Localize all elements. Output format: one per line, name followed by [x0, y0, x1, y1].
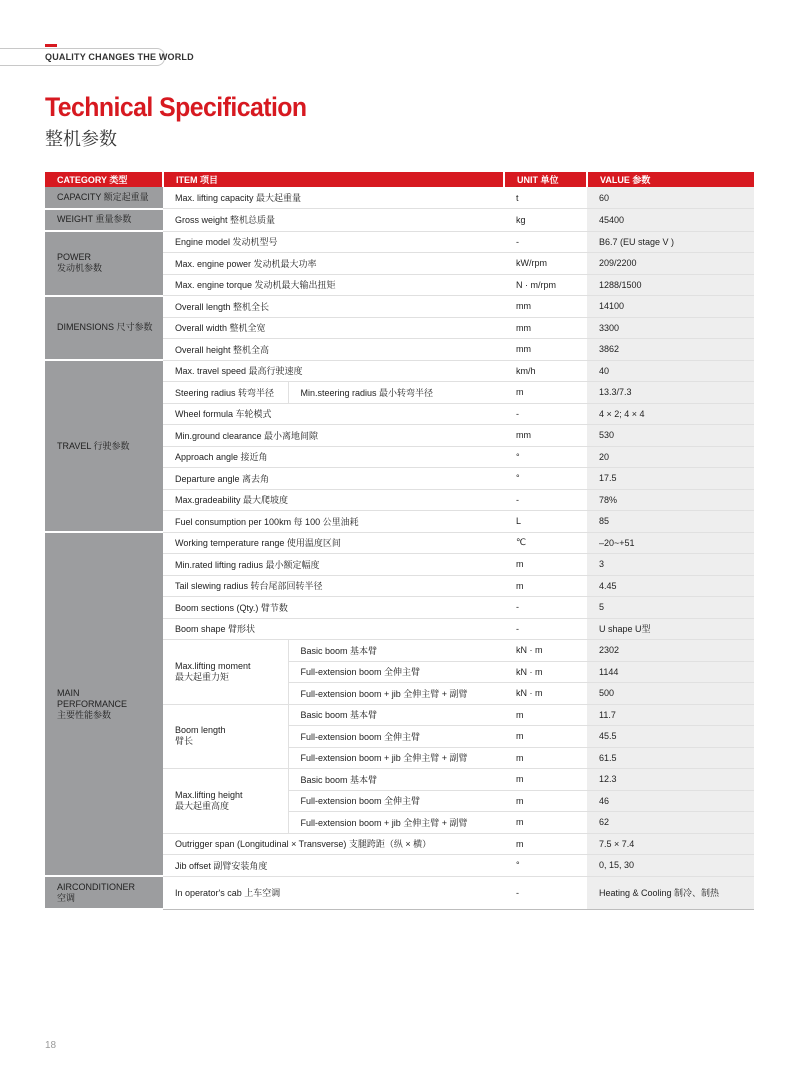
item-cell: Boom sections (Qty.) 臂节数: [163, 597, 504, 619]
unit-cell: m: [504, 575, 587, 597]
item-cell: Approach angle 接近角: [163, 446, 504, 468]
header-value: VALUE 参数: [587, 172, 754, 187]
subitem-cell: Basic boom 基本臂: [288, 640, 504, 662]
value-cell: 1144: [587, 661, 754, 683]
unit-cell: ℃: [504, 532, 587, 554]
value-cell: U shape U型: [587, 618, 754, 640]
value-cell: 85: [587, 511, 754, 533]
group-label: 最大起重高度: [175, 800, 230, 811]
category-label: 空调: [57, 892, 76, 903]
category-label: MAIN: [57, 687, 80, 698]
unit-cell: -: [504, 876, 587, 909]
unit-cell: kN · m: [504, 661, 587, 683]
value-cell: 3: [587, 554, 754, 576]
item-cell: Tail slewing radius 转台尾部回转半径: [163, 575, 504, 597]
item-cell: Overall height 整机全高: [163, 339, 504, 361]
unit-cell: kN · m: [504, 683, 587, 705]
item-cell: Gross weight 整机总质量: [163, 209, 504, 232]
spec-table: [45, 172, 754, 910]
unit-cell: kN · m: [504, 640, 587, 662]
value-cell: 12.3: [587, 769, 754, 791]
subitem-cell: Min.steering radius 最小转弯半径: [288, 382, 504, 404]
subitem-cell: Full-extension boom + jib 全伸主臂 + 副臂: [288, 812, 504, 834]
category-label: POWER: [57, 252, 92, 263]
header-category: CATEGORY 类型: [45, 172, 163, 187]
group-label: 最大起重力矩: [175, 671, 230, 682]
value-cell: 20: [587, 446, 754, 468]
page-subtitle: 整机参数: [45, 129, 117, 149]
item-cell: Departure angle 离去角: [163, 468, 504, 490]
header-unit: UNIT 单位: [504, 172, 587, 187]
header-item: ITEM 项目: [163, 172, 504, 187]
item-cell: Min.rated lifting radius 最小额定幅度: [163, 554, 504, 576]
group-label: Boom length: [175, 725, 226, 736]
header-tagline-block: [0, 44, 194, 64]
unit-cell: m: [504, 704, 587, 726]
page-number: 18: [45, 1040, 57, 1051]
value-cell: 45400: [587, 209, 754, 232]
table-row: [45, 876, 754, 909]
value-cell: 11.7: [587, 704, 754, 726]
value-cell: 45.5: [587, 726, 754, 748]
item-cell: Max. engine torque 发动机最大输出扭矩: [163, 274, 504, 296]
unit-cell: °: [504, 446, 587, 468]
unit-cell: °: [504, 855, 587, 877]
table-row: [45, 187, 754, 209]
item-cell: Overall length 整机全长: [163, 296, 504, 318]
category-label: AIRCONDITIONER: [57, 881, 136, 892]
group-label: Max.lifting moment: [175, 660, 251, 671]
item-cell: Outrigger span (Longitudinal × Transverse) 支腿跨距（纵 × 横）: [163, 833, 504, 855]
value-cell: 530: [587, 425, 754, 447]
value-cell: 14100: [587, 296, 754, 318]
value-cell: 1288/1500: [587, 274, 754, 296]
value-cell: 5: [587, 597, 754, 619]
value-cell: 4.45: [587, 575, 754, 597]
unit-cell: mm: [504, 317, 587, 339]
item-cell: Overall width 整机全宽: [163, 317, 504, 339]
group-label: 臂长: [175, 736, 194, 747]
unit-cell: -: [504, 618, 587, 640]
item-cell: Max.gradeability 最大爬坡度: [163, 489, 504, 511]
item-cell: Max. engine power 发动机最大功率: [163, 253, 504, 275]
subitem-cell: Basic boom 基本臂: [288, 769, 504, 791]
unit-cell: m: [504, 747, 587, 769]
category-cell: DIMENSIONS 尺寸参数: [45, 296, 163, 361]
table-row: [45, 360, 754, 382]
item-cell: Boom shape 臂形状: [163, 618, 504, 640]
category-cell: WEIGHT 重量参数: [45, 209, 163, 232]
page-title: Technical Specification: [45, 92, 307, 122]
item-cell: Jib offset 副臂安装角度: [163, 855, 504, 877]
unit-cell: t: [504, 187, 587, 209]
subitem-cell: Full-extension boom + jib 全伸主臂 + 副臂: [288, 747, 504, 769]
value-cell: –20~+51: [587, 532, 754, 554]
unit-cell: °: [504, 468, 587, 490]
tagline-accent-bar: [45, 44, 57, 47]
value-cell: 4 × 2; 4 × 4: [587, 403, 754, 425]
unit-cell: kW/rpm: [504, 253, 587, 275]
value-cell: 7.5 × 7.4: [587, 833, 754, 855]
item-cell: Max. lifting capacity 最大起重量: [163, 187, 504, 209]
item-cell: Steering radius 转弯半径: [163, 382, 288, 404]
unit-cell: kg: [504, 209, 587, 232]
value-cell: 62: [587, 812, 754, 834]
unit-cell: m: [504, 382, 587, 404]
value-cell: 17.5: [587, 468, 754, 490]
table-header-row: [45, 172, 754, 187]
value-cell: B6.7 (EU stage V ): [587, 231, 754, 253]
category-cell: TRAVEL 行驶参数: [45, 360, 163, 532]
value-cell: 209/2200: [587, 253, 754, 275]
unit-cell: -: [504, 231, 587, 253]
unit-cell: mm: [504, 339, 587, 361]
category-cell: CAPACITY 额定起重量: [45, 187, 163, 209]
value-cell: Heating & Cooling 制冷、制热: [587, 876, 754, 909]
unit-cell: m: [504, 812, 587, 834]
subitem-cell: Basic boom 基本臂: [288, 704, 504, 726]
item-cell: Engine model 发动机型号: [163, 231, 504, 253]
value-cell: 78%: [587, 489, 754, 511]
unit-cell: m: [504, 833, 587, 855]
category-cell: [45, 532, 163, 876]
item-cell: Fuel consumption per 100km 每 100 公里油耗: [163, 511, 504, 533]
unit-cell: m: [504, 726, 587, 748]
category-cell: [45, 876, 163, 909]
unit-cell: m: [504, 790, 587, 812]
value-cell: 500: [587, 683, 754, 705]
group-cell: [163, 640, 288, 705]
value-cell: 2302: [587, 640, 754, 662]
unit-cell: -: [504, 489, 587, 511]
subitem-cell: Full-extension boom + jib 全伸主臂 + 副臂: [288, 683, 504, 705]
group-cell: [163, 769, 288, 834]
category-cell: [45, 231, 163, 296]
unit-cell: m: [504, 554, 587, 576]
unit-cell: m: [504, 769, 587, 791]
subitem-cell: Full-extension boom 全伸主臂: [288, 726, 504, 748]
value-cell: 60: [587, 187, 754, 209]
unit-cell: mm: [504, 296, 587, 318]
subitem-cell: Full-extension boom 全伸主臂: [288, 661, 504, 683]
value-cell: 46: [587, 790, 754, 812]
value-cell: 13.3/7.3: [587, 382, 754, 404]
item-cell: Min.ground clearance 最小离地间隙: [163, 425, 504, 447]
category-label: PERFORMANCE: [57, 698, 128, 709]
unit-cell: mm: [504, 425, 587, 447]
item-cell: Max. travel speed 最高行驶速度: [163, 360, 504, 382]
unit-cell: -: [504, 403, 587, 425]
value-cell: 3300: [587, 317, 754, 339]
item-cell: Wheel formula 车轮模式: [163, 403, 504, 425]
group-cell: [163, 704, 288, 769]
category-label: 主要性能参数: [57, 709, 112, 720]
value-cell: 0, 15, 30: [587, 855, 754, 877]
table-row: [45, 296, 754, 318]
table-row: [45, 209, 754, 232]
value-cell: 61.5: [587, 747, 754, 769]
item-cell: In operator's cab 上车空调: [163, 876, 504, 909]
category-label: 发动机参数: [57, 263, 103, 274]
value-cell: 40: [587, 360, 754, 382]
unit-cell: L: [504, 511, 587, 533]
item-cell: Working temperature range 使用温度区间: [163, 532, 504, 554]
table-row: [45, 532, 754, 554]
value-cell: 3862: [587, 339, 754, 361]
subitem-cell: Full-extension boom 全伸主臂: [288, 790, 504, 812]
group-label: Max.lifting height: [175, 789, 243, 800]
table-row: [45, 231, 754, 253]
unit-cell: km/h: [504, 360, 587, 382]
unit-cell: N · m/rpm: [504, 274, 587, 296]
unit-cell: -: [504, 597, 587, 619]
header-tagline: QUALITY CHANGES THE WORLD: [45, 52, 194, 62]
